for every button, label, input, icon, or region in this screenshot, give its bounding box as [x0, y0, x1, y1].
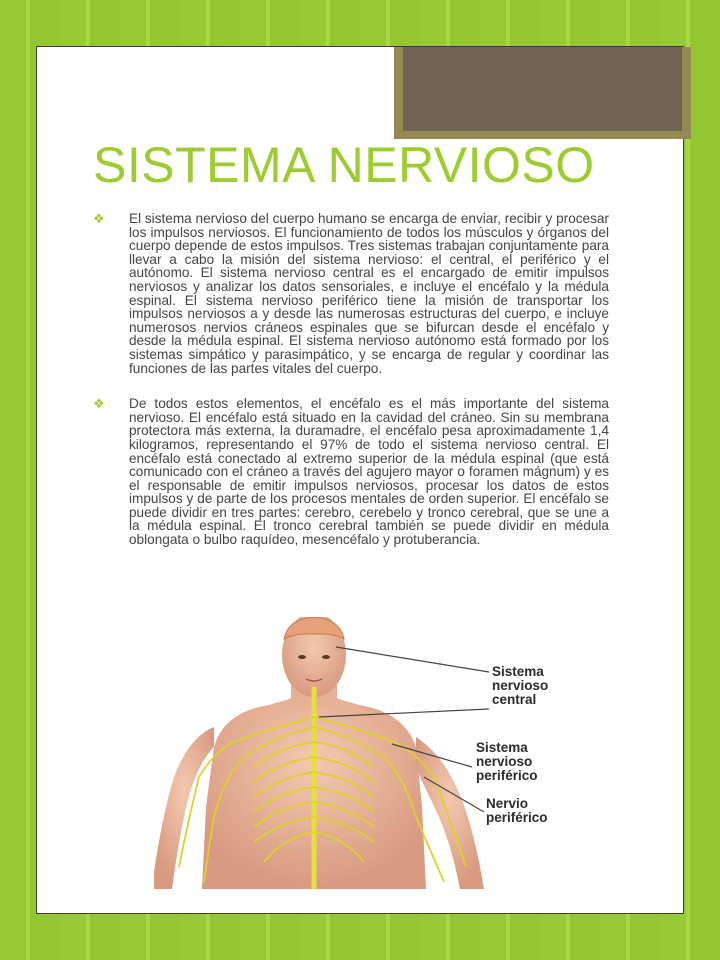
bullet-icon: ❖: [93, 211, 105, 226]
paragraph-2-text: De todos estos elementos, el encéfalo es el más importante del sistema nervioso. El encéfalo está situado en la cavidad del cráneo. Sin su membrana protectora más externa, la duramadre, el encéfalo pesa aproximadamente 1,4 kilogramos, representando el 97% de todo el sistema nervioso central. El encéfalo está conectado al extremo superior de la médula espinal (que está comunicado con el cráneo a través del agujero mayor o foramen mágnum) y es el responsable de emitir impulsos nerviosos, procesar los datos de estos impulsos y de parte de los procesos mentales de orden superior. El encéfalo se puede dividir en tres partes: cerebro, cerebelo y tronco cerebral, que se une a la médula espinal. El tronco cerebral también se puede dividir en médula oblongata o bulbo raquídeo, mesencéfalo y protuberancia.: [129, 397, 609, 547]
right-arm: [416, 737, 484, 889]
label-nervio: Nervio periférico: [486, 796, 548, 825]
body-text: [93, 212, 609, 569]
paragraph-2: [93, 397, 609, 547]
label-periferico: Sistema nervioso periférico: [476, 740, 538, 783]
nervous-system-figure: [154, 617, 605, 889]
bullet-icon: ❖: [93, 397, 105, 412]
label-central: Sistema nervioso central: [492, 664, 549, 707]
title-decoration-box: [394, 47, 691, 139]
slide-title: SISTEMA NERVIOSO: [93, 137, 595, 193]
pointer-central-1: [336, 647, 489, 672]
paragraph-1-text: El sistema nervioso del cuerpo humano se encarga de enviar, recibir y procesar los impulsos nerviosos. El funcionamiento de todos los músculos y órganos del cuerpo depende de estos impulsos. Tres sistemas trabajan conjuntamente para llevar a cabo la misión del sistema nervioso: el central, el periférico y el autónomo. El sistema nervioso central es el encargado de emitir impulsos nerviosos y analizar los datos sensoriales, e incluye el encéfalo y la médula espinal. El sistema nervioso periférico tiene la misión de transportar los impulsos nerviosos a y desde las numerosas estructuras del cuerpo, e incluye numerosos nervios cráneos espinales que se bifurcan desde el encéfalo y desde la médula espinal. El sistema nervioso autónomo está formado por los sistemas simpático y parasimpático, y se encarga de regular y coordinar las funciones de las partes vitales del cuerpo.: [129, 211, 609, 376]
paragraph-1: [93, 212, 609, 375]
